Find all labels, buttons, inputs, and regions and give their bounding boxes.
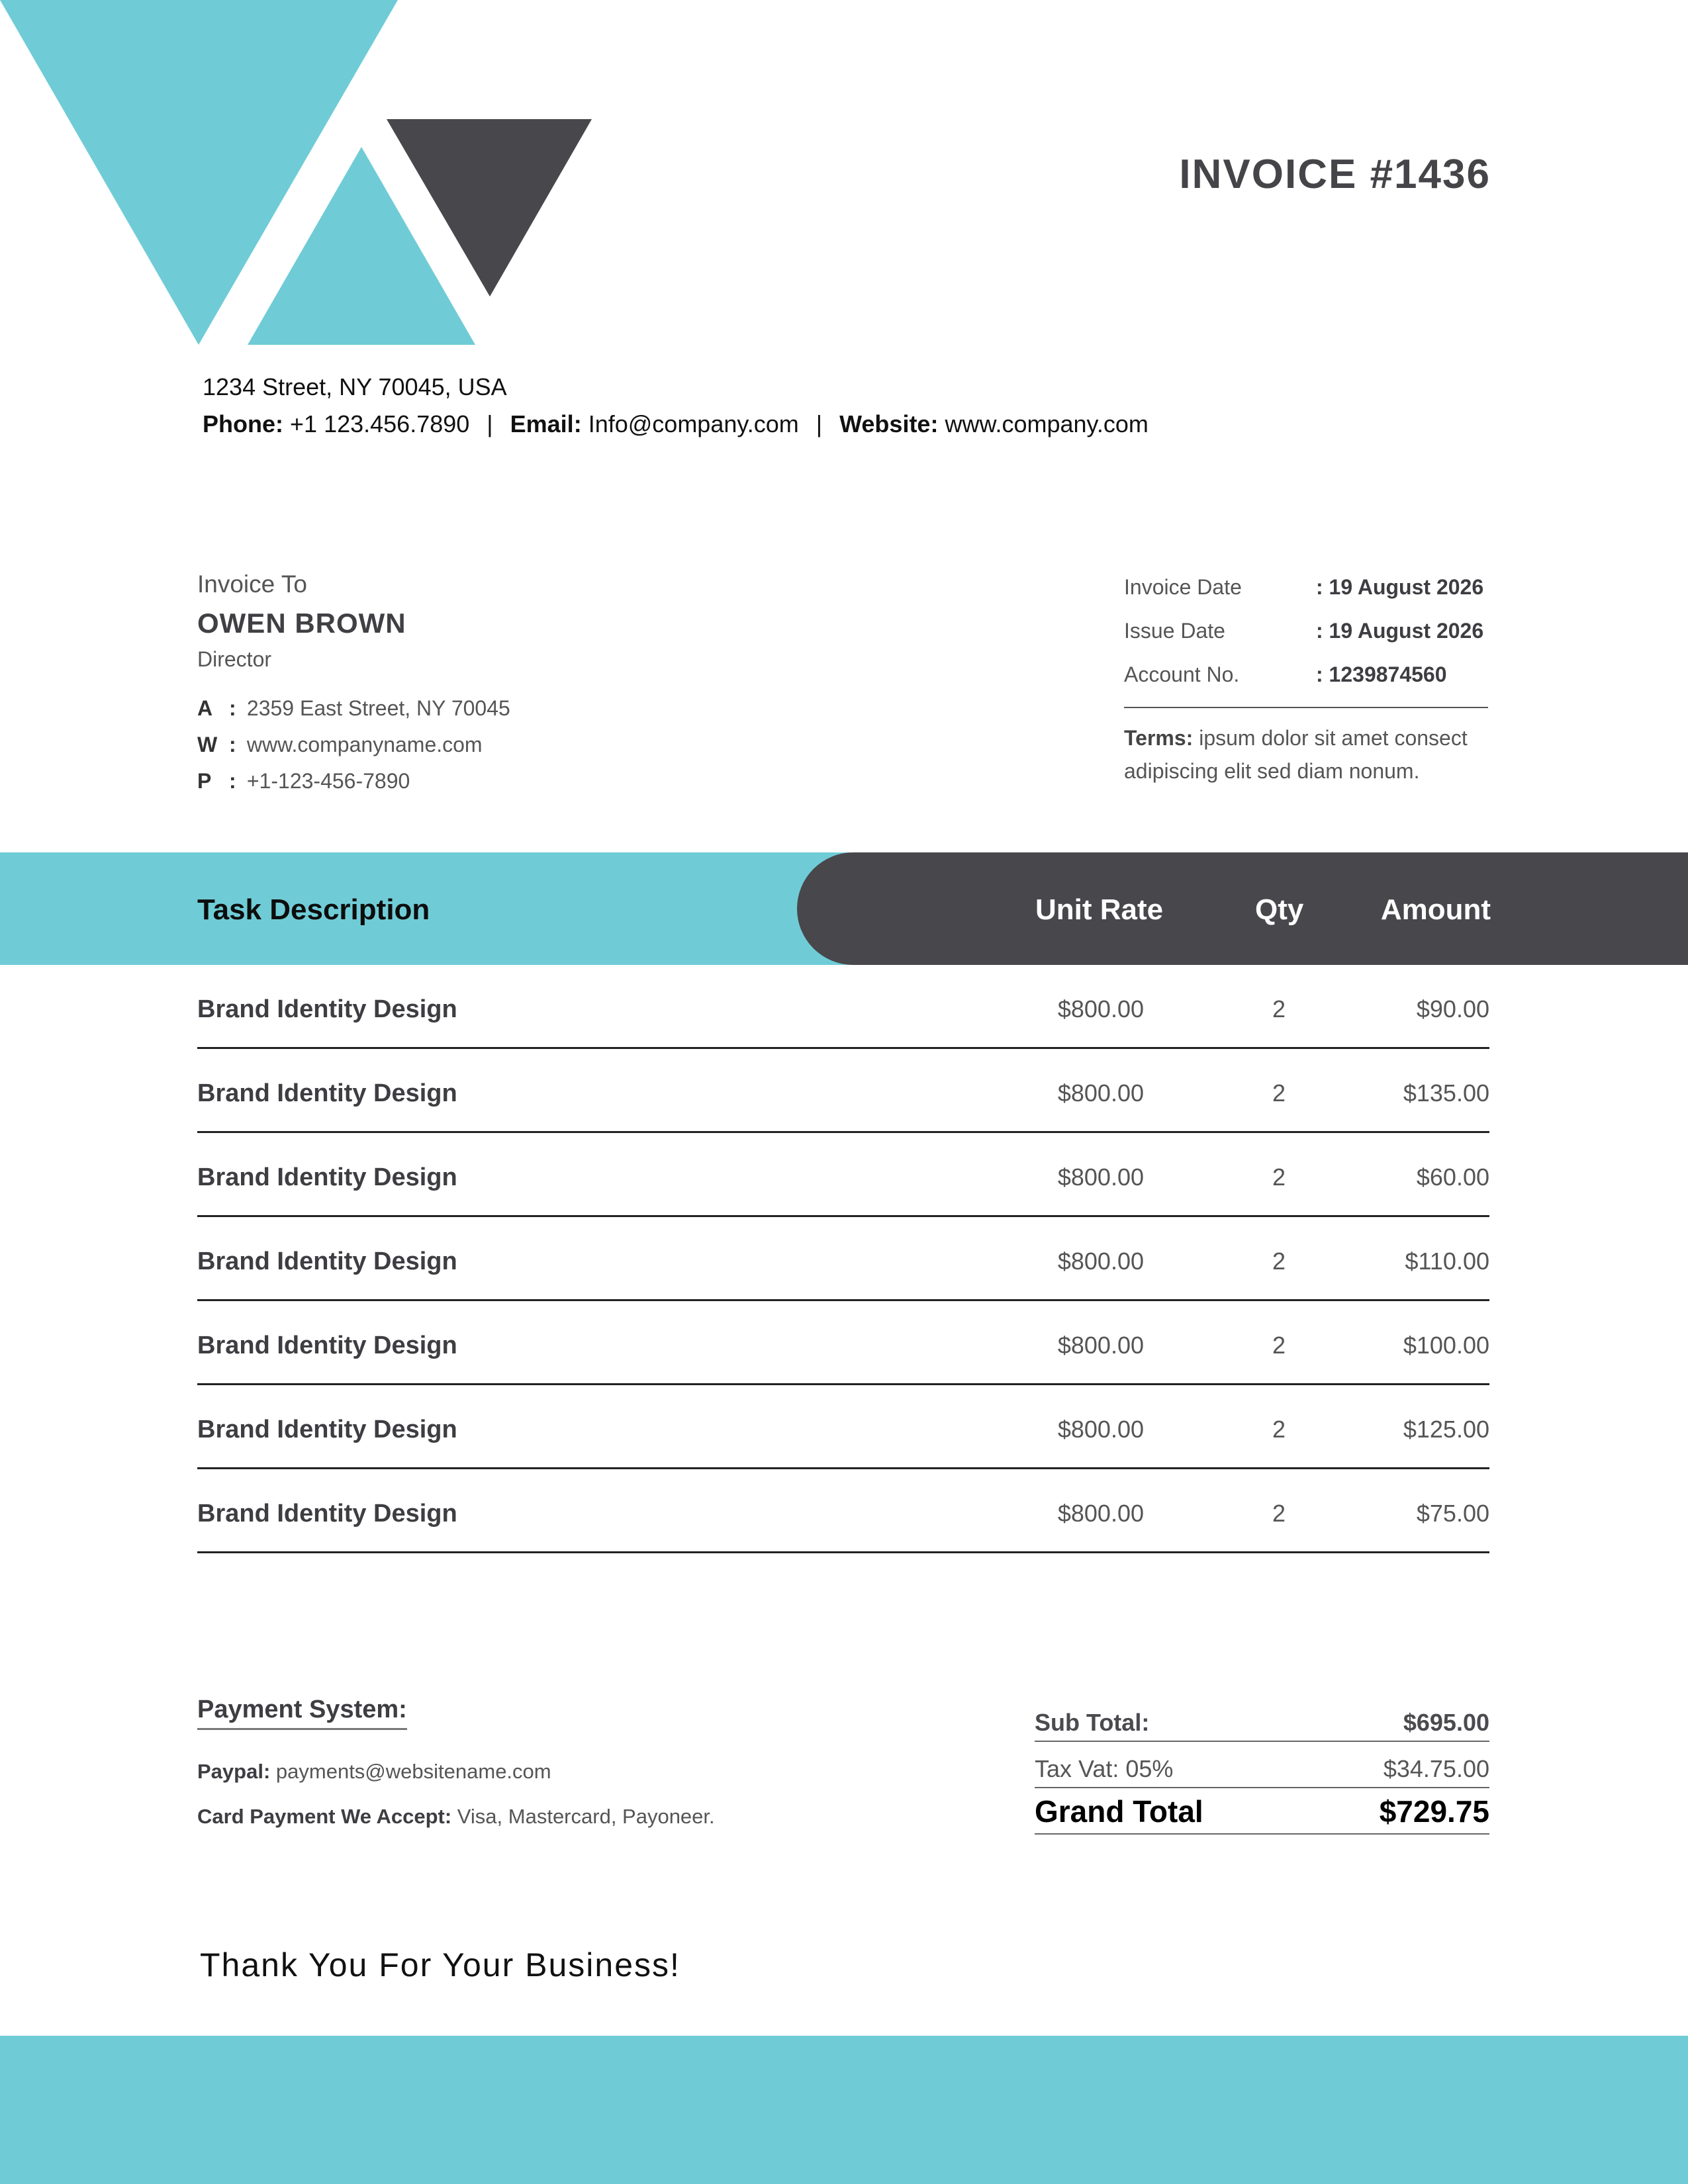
item-description: Brand Identity Design <box>197 1163 457 1191</box>
issue-date: : 19 August 2026 <box>1316 619 1484 643</box>
table-row <box>197 1385 1489 1469</box>
company-logo <box>0 0 596 351</box>
paypal-label: Paypal: <box>197 1760 271 1783</box>
item-qty: 2 <box>1272 1332 1286 1359</box>
divider <box>1124 707 1488 708</box>
company-contacts <box>203 406 1149 443</box>
company-website[interactable]: www.company.com <box>945 410 1149 437</box>
item-description: Brand Identity Design <box>197 1079 457 1107</box>
issue-date-row <box>1124 614 1488 658</box>
account-no-row <box>1124 658 1488 702</box>
invoice-title: INVOICE #1436 <box>1179 152 1491 197</box>
item-unit-rate: $800.00 <box>1057 995 1144 1023</box>
client-contacts <box>197 690 793 799</box>
invoice-date-row <box>1124 570 1488 614</box>
grand-total-row <box>1035 1788 1489 1835</box>
thank-you-message: Thank You For Your Business! <box>200 1946 680 1983</box>
contact-key: A <box>197 696 213 720</box>
table-row <box>197 1301 1489 1385</box>
tax-value: $34.75.00 <box>1383 1755 1489 1782</box>
payment-details <box>197 1754 859 1835</box>
terms <box>1124 721 1488 788</box>
separator: | <box>487 410 493 437</box>
subtotal-value: $695.00 <box>1403 1709 1489 1736</box>
invoice-meta <box>1124 570 1488 788</box>
column-header-unit-rate: Unit Rate <box>1035 893 1164 926</box>
client-website-row <box>197 727 793 763</box>
item-description: Brand Identity Design <box>197 1500 457 1527</box>
item-amount: $125.00 <box>1403 1416 1489 1443</box>
item-amount: $135.00 <box>1403 1079 1489 1107</box>
terms-text: ipsum dolor sit amet consect adipiscing elit sed diam nonum. <box>1124 726 1468 783</box>
item-unit-rate: $800.00 <box>1057 1248 1144 1275</box>
client-address: 2359 East Street, NY 70045 <box>246 696 510 720</box>
subtotal-label: Sub Total: <box>1035 1709 1150 1736</box>
totals-section <box>1035 1696 1489 1835</box>
company-address: 1234 Street, NY 70045, USA <box>203 373 507 400</box>
card-label: Card Payment We Accept: <box>197 1805 452 1828</box>
item-unit-rate: $800.00 <box>1057 1163 1144 1191</box>
item-unit-rate: $800.00 <box>1057 1500 1144 1527</box>
item-amount: $100.00 <box>1403 1332 1489 1359</box>
item-amount: $110.00 <box>1405 1248 1489 1275</box>
card-line <box>197 1799 859 1835</box>
item-qty: 2 <box>1272 1248 1286 1275</box>
company-phone[interactable]: +1 123.456.7890 <box>290 410 470 437</box>
phone-label: Phone: <box>203 410 283 437</box>
table-row <box>197 1049 1489 1133</box>
client-name: OWEN BROWN <box>197 608 406 639</box>
item-unit-rate: $800.00 <box>1057 1416 1144 1443</box>
item-unit-rate: $800.00 <box>1057 1079 1144 1107</box>
tax-row <box>1035 1742 1489 1788</box>
email-label: Email: <box>510 410 582 437</box>
contact-colon: : <box>229 733 236 756</box>
subtotal-row <box>1035 1696 1489 1742</box>
footer-band <box>0 2036 1688 2184</box>
item-description: Brand Identity Design <box>197 1332 457 1359</box>
item-qty: 2 <box>1272 1500 1286 1527</box>
bill-to-section <box>197 570 793 799</box>
tax-label: Tax Vat: 05% <box>1035 1755 1174 1782</box>
item-qty: 2 <box>1272 1079 1286 1107</box>
item-description: Brand Identity Design <box>197 1248 457 1275</box>
table-row <box>197 1469 1489 1553</box>
item-description: Brand Identity Design <box>197 1416 457 1443</box>
grand-total-value: $729.75 <box>1379 1794 1489 1829</box>
table-row <box>197 965 1489 1049</box>
column-header-qty: Qty <box>1255 893 1304 926</box>
contact-key: W <box>197 733 218 756</box>
item-description: Brand Identity Design <box>197 995 457 1023</box>
accepted-cards: Visa, Mastercard, Payoneer. <box>457 1805 715 1828</box>
item-qty: 2 <box>1272 995 1286 1023</box>
contact-colon: : <box>229 769 236 793</box>
client-phone-row <box>197 763 793 799</box>
company-email[interactable]: Info@company.com <box>588 410 799 437</box>
separator: | <box>816 410 823 437</box>
account-number: : 1239874560 <box>1316 662 1447 686</box>
column-header-amount: Amount <box>1380 893 1491 926</box>
contact-key: P <box>197 769 212 793</box>
paypal-line <box>197 1754 859 1790</box>
client-address-row <box>197 690 793 727</box>
client-role: Director <box>197 647 272 671</box>
item-unit-rate: $800.00 <box>1057 1332 1144 1359</box>
terms-label: Terms: <box>1124 726 1194 750</box>
payment-title: Payment System: <box>197 1696 407 1730</box>
company-info <box>203 369 1149 443</box>
client-phone[interactable]: +1-123-456-7890 <box>246 769 410 793</box>
line-items-table <box>197 965 1489 1553</box>
invoice-date: : 19 August 2026 <box>1316 575 1484 599</box>
contact-colon: : <box>229 696 236 720</box>
grand-total-label: Grand Total <box>1035 1794 1203 1829</box>
meta-label: Account No. <box>1124 662 1240 686</box>
website-label: Website: <box>839 410 939 437</box>
table-header-dark-pill <box>797 852 1688 965</box>
paypal-email[interactable]: payments@websitename.com <box>275 1760 551 1783</box>
table-row <box>197 1217 1489 1301</box>
item-amount: $90.00 <box>1416 995 1489 1023</box>
item-qty: 2 <box>1272 1163 1286 1191</box>
item-amount: $60.00 <box>1416 1163 1489 1191</box>
invoice-to-label: Invoice To <box>197 570 307 598</box>
payment-section <box>197 1696 859 1835</box>
item-amount: $75.00 <box>1416 1500 1489 1527</box>
client-website[interactable]: www.companyname.com <box>246 733 483 756</box>
meta-label: Issue Date <box>1124 619 1225 643</box>
table-row <box>197 1133 1489 1217</box>
column-header-description: Task Description <box>197 893 430 926</box>
meta-label: Invoice Date <box>1124 575 1242 599</box>
item-qty: 2 <box>1272 1416 1286 1443</box>
